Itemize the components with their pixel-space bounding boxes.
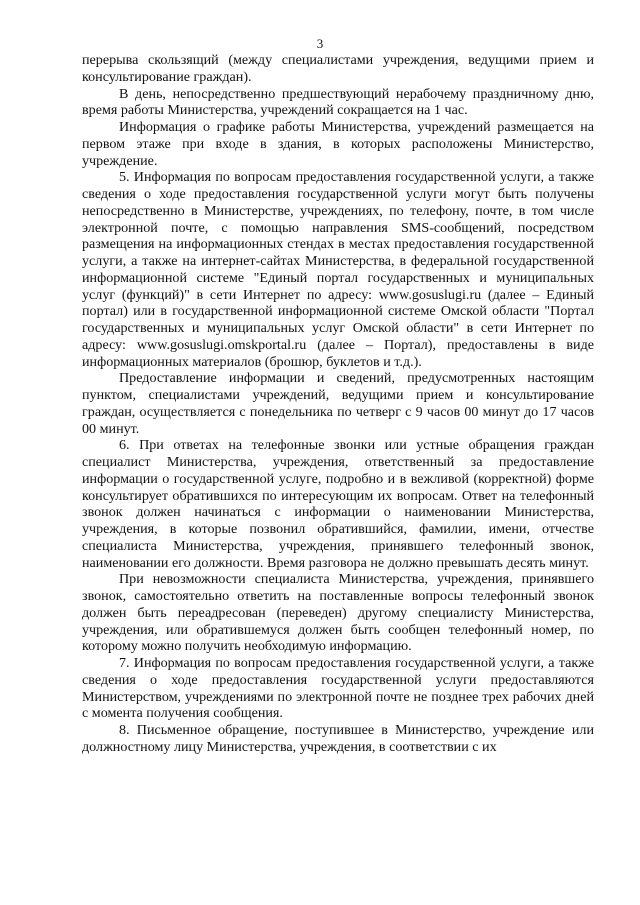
document-body	[82, 52, 594, 756]
paragraph-schedule-posting: Информация о графике работы Министерства, учреждений размещается на первом этаже при входе в здания, в которых расположены Министерство, учреждение.	[82, 119, 594, 169]
paragraph-consultation-hours: Предоставление информации и сведений, предусмотренных настоящим пунктом, специалистами учреждений, ведущими прием и консультирование граждан, осуществляется с понедельника по четверг с 9 часов 00 минут до 17 часов 00 минут.	[82, 370, 594, 437]
paragraph-item-6-phone-calls: 6. При ответах на телефонные звонки или устные обращения граждан специалист Министерства, учреждения, ответственный за предоставление информации о государственной услуге, подробно и в вежливой (корректной) форме консультирует обратившихся по интересующим их вопросам. Ответ на телефонный звонок должен начинаться с информации о наименовании Министерства, учреждения, в которые позвонил обратившийся, фамилии, имени, отчестве специалиста Министерства, учреждения, принявшего телефонный звонок, наименовании его должности. Время разговора не должно превышать десять минут.	[82, 437, 594, 571]
paragraph-pre-holiday-hours: В день, непосредственно предшествующий нерабочему праздничному дню, время работы Министерства, учреждений сокращается на 1 час.	[82, 85, 594, 119]
paragraph-break-schedule: перерыва скользящий (между специалистами учреждения, ведущими прием и консультирование граждан).	[82, 52, 594, 85]
paragraph-item-8-written-appeal: 8. Письменное обращение, поступившее в Министерство, учреждение или должностному лицу Министерства, учреждения, в соответствии с их	[82, 722, 594, 755]
paragraph-item-5-information-sources: 5. Информация по вопросам предоставления государственной услуги, а также сведения о ходе предоставления государственной услуги могут быть получены непосредственно в Министерстве, учреждениях, по телефону, почте, в том числе электронной почте, с помощью направления SMS-сообщений, посредством размещения на информационных стендах в местах предоставления государственной услуги, а также на интернет-сайтах Министерства, в федеральной государственной информационной системе "Единый портал государственных и муниципальных услуг (функций)" в сети Интернет по адресу: www.gosuslugi.ru (далее – Единый портал) или в государственной информационной системе Омской области "Портал государственных и муниципальных услуг Омской области" в сети Интернет по адресу: www.gosuslugi.omskportal.ru (далее – Портал), предоставлены в виде информационных материалов (брошюр, буклетов и т.д.).	[82, 169, 594, 370]
paragraph-item-7-email: 7. Информация по вопросам предоставления государственной услуги, а также сведения о ходе предоставления государственной услуги предоставляются Министерством, учреждениями по электронной почте не позднее трех рабочих дней с момента получения сообщения.	[82, 655, 594, 722]
page-number: 3	[316, 36, 324, 51]
paragraph-call-redirect: При невозможности специалиста Министерства, учреждения, принявшего звонок, самостоятельно ответить на поставленные вопросы телефонный звонок должен быть переадресован (переведен) другому специалисту Министерства, учреждения, или обратившемуся должен быть сообщен телефонный номер, по которому можно получить необходимую информацию.	[82, 571, 594, 655]
